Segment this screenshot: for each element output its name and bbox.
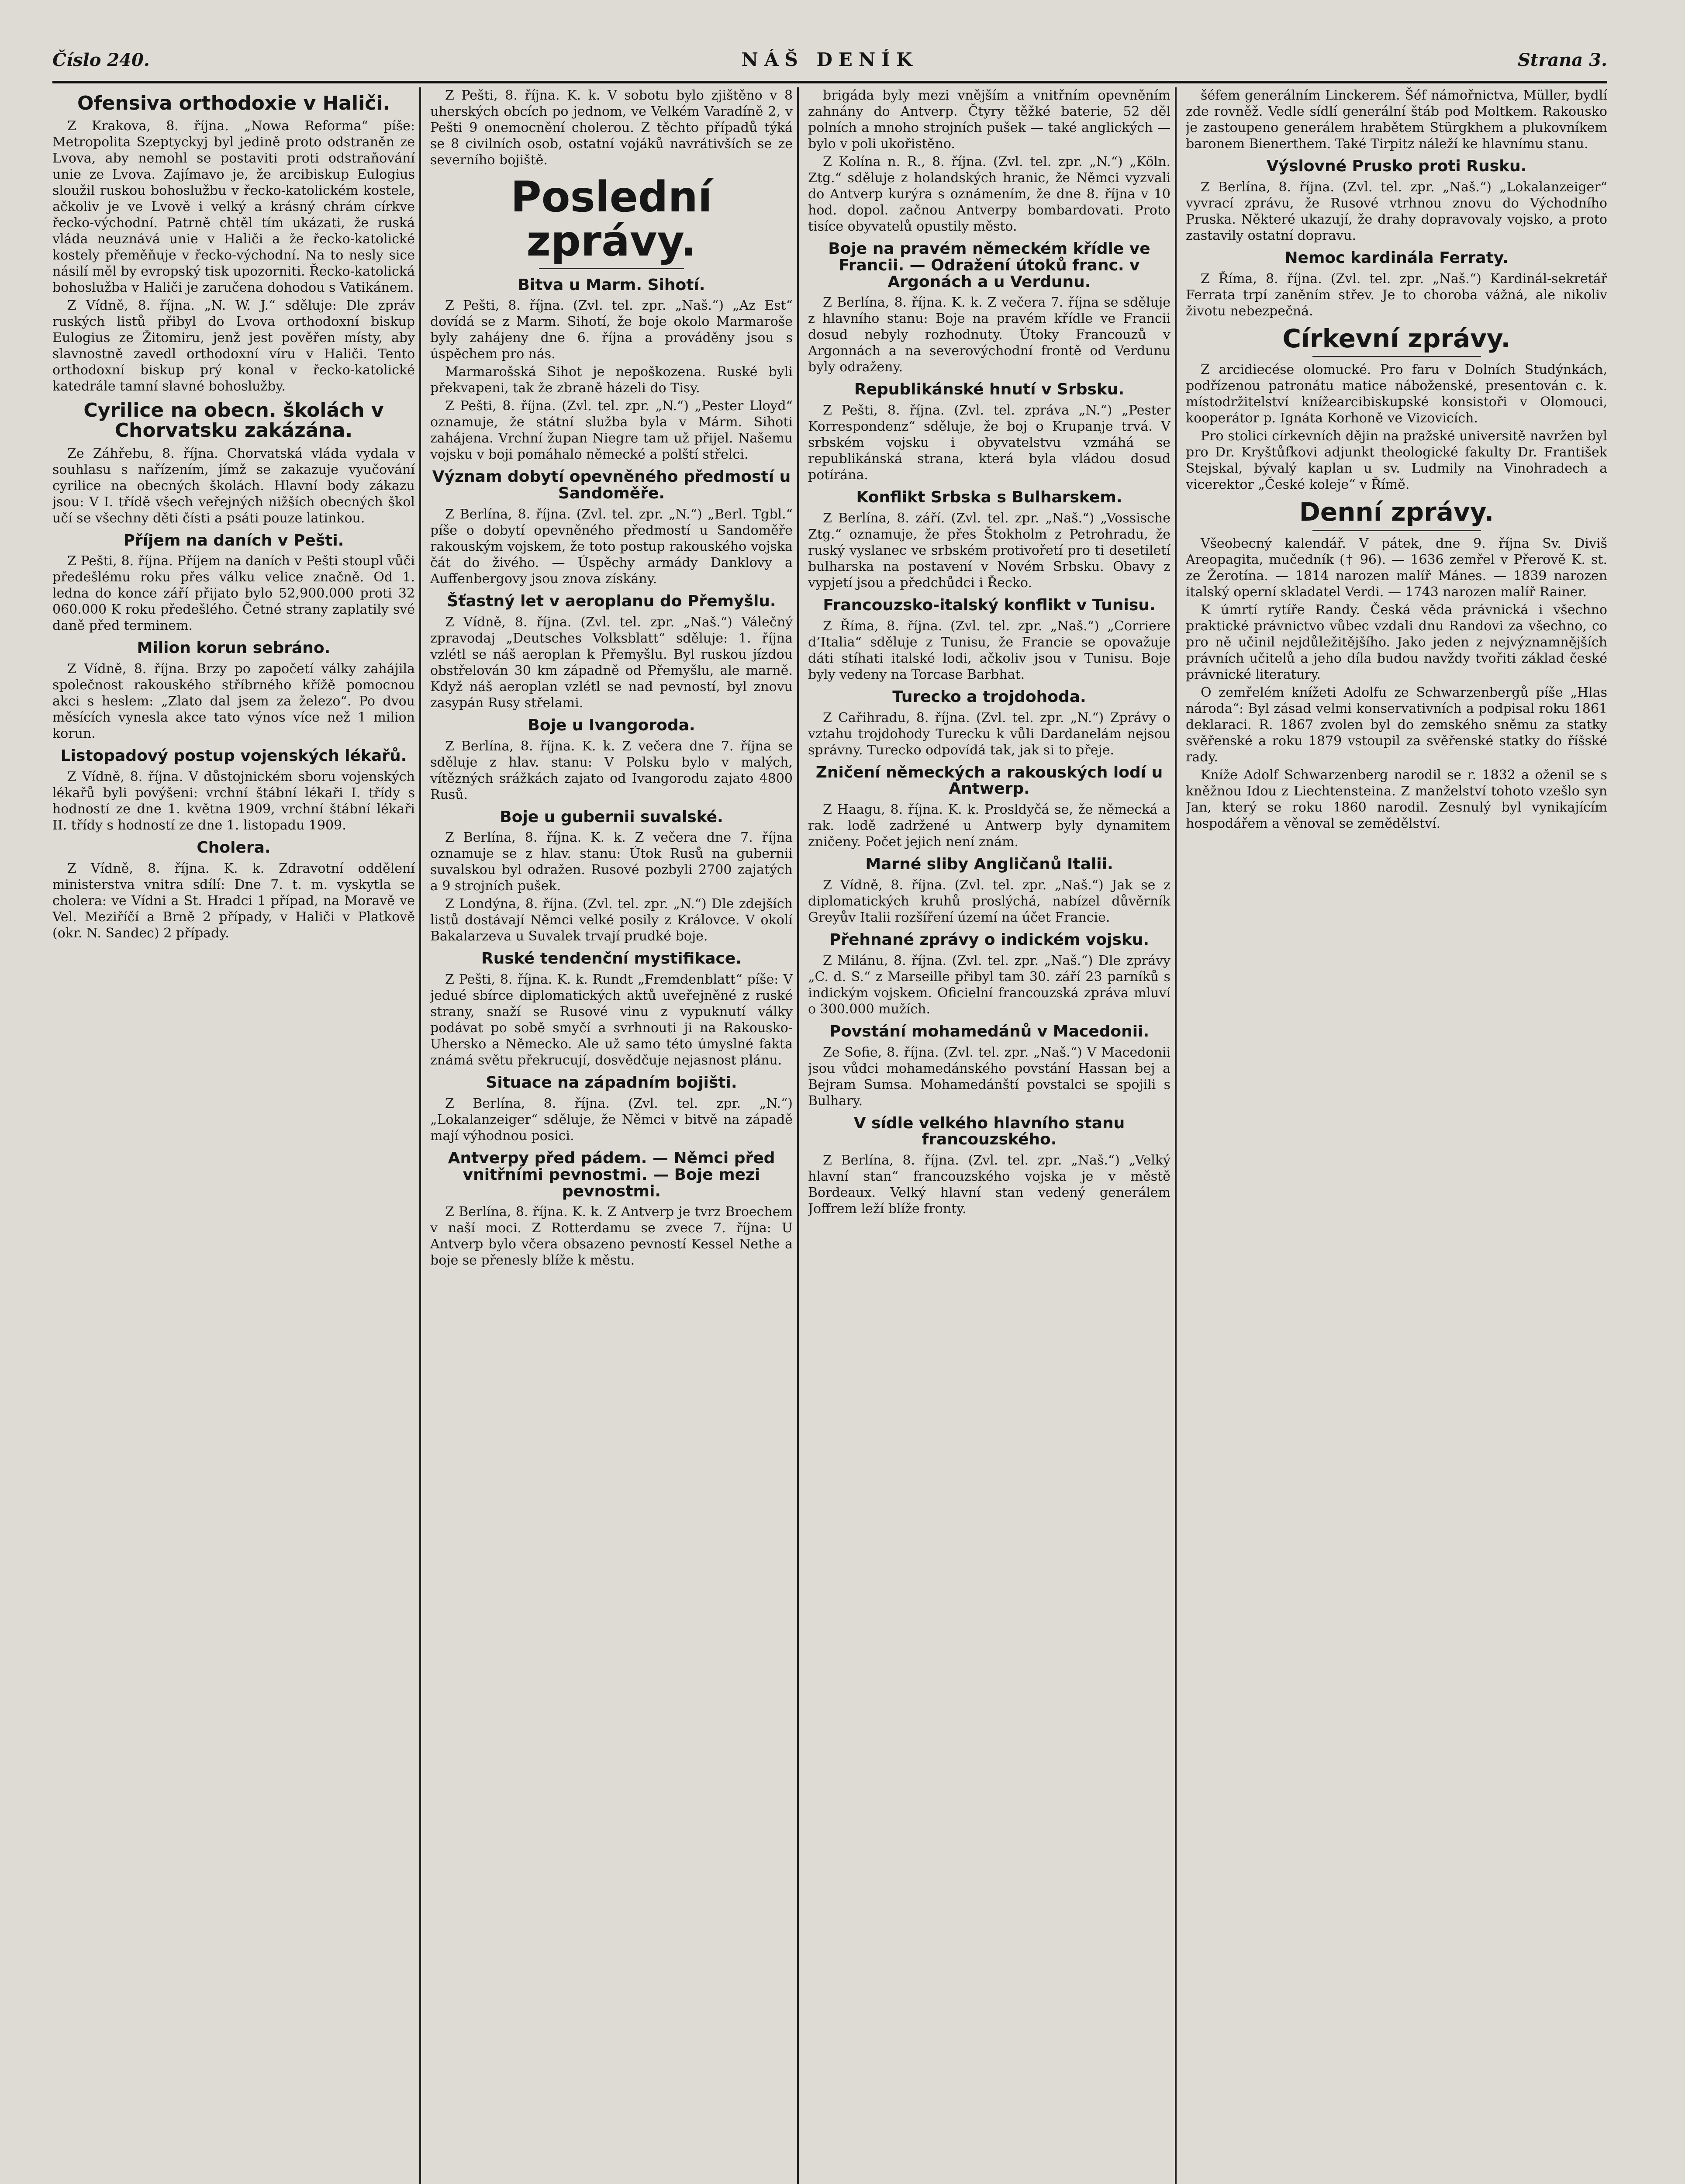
article-paragraph: Z Berlína, 8. října. K. k. Z večera dne 7. října oznamuje se z hlav. stanu: Útok Rusů na gubernii suvalskou byl odražen. Rusové pozbyli 2700 zajatých a 9 strojních pušek.: [430, 830, 793, 894]
article-paragraph: Z Říma, 8. října. (Zvl. tel. zpr. „Naš.“) „Corriere d’Italia“ sděluje z Tunisu, že Francie se opovažuje dáti stíhati italské lodi, ačkoliv jsou v Tunisu. Boje byly vedeny na Torcase Barbhat.: [808, 618, 1171, 682]
article-headline: Boje u gubernii suvalské.: [500, 808, 723, 826]
article-paragraph: Z Kolína n. R., 8. října. (Zvl. tel. zpr. „N.“) „Köln. Ztg.“ sděluje z holandských hranic, že Němci vyzvali do Antverp kurýra s oznámením, že dne 8. října v 10 hod. dopol. začnou Antverpy bombardovati. Proto tisíce obyvatelů opustily město.: [808, 154, 1171, 234]
article-paragraph: brigáda byly mezi vnějším a vnitřním opevněním zahnány do Antverp. Čtyry těžké baterie, 52 děl polních a mnoho strojních pušek — také anglických — bylo v poli ukořistěno.: [808, 88, 1171, 152]
article-paragraph: Z Krakova, 8. října. „Nowa Reforma“ píše: Metropolita Szeptyckyj byl jedině proto odstraněn ze Lvova, aby nemohl se postaviti proti odstraňování unie ze Lvova. Zajímavo je, že arcibiskup Eulogius sloužil ruskou bohoslužbu v řecko-katolickém kostele, ačkoliv je ve Lvově i velký a krásný chrám církve řecko-východní. Patrně chtěl tím ukázati, že ruská vláda neuznává unie v Haliči a že řecko-katolické kostely přeměňuje v řecko-východní. Na to nesly sice násilí měl by evropský tisk upozorniti. Řecko-katolická bohoslužba v Haliči je zaručena dohodou s Vatikánem.: [52, 118, 415, 296]
article-paragraph: Z Vídně, 8. října. K. k. Zdravotní oddělení ministerstva vnitra sdílí: Dne 7. t. m. vyskytla se cholera: ve Vídni a St. Hradci 1 případ, na Moravě ve Vel. Meziříčí a Brně 2 případy, v Haliči v Platkově (okr. N. Sandec) 2 případy.: [52, 860, 415, 941]
column-2: [430, 87, 793, 2184]
article-paragraph: Kníže Adolf Schwarzenberg narodil se r. 1832 a oženil se s kněžnou Idou z Liechtensteina. Z manželství tohoto vzešlo syn Jan, který se roku 1860 narodil. Zesnulý byl vynikajícím hospodářem a věnoval se zemědělství.: [1186, 767, 1607, 832]
article-headline: Situace na západním bojišti.: [486, 1074, 737, 1092]
article-paragraph: Z Haagu, 8. října. K. k. Prosldyčá se, že německá a rak. lodě zadržené u Antwerp byly dynamitem zničeny. Počet jejich není znám.: [808, 802, 1171, 850]
article-paragraph: Z Vídně, 8. října. Brzy po započetí války zahájila společnost rakouského stříbrného křížě pomocnou akci s heslem: „Zlato dal jsem za železo“. Po dvou měsících vynesla akce tato výnos více než 1 milion korun.: [52, 661, 415, 742]
article-paragraph: Z Vídně, 8. října. V důstojnickém sboru vojenských lékařů byli povýšeni: vrchní štábní lékaři I. třídy s hodností ze dne 1. května 1909, vrchní štábní lékaři II. třídy s hodností ze dne 1. listopadu 1909.: [52, 769, 415, 833]
article-headline: Význam dobytí opevněného předmostí u Sandoměře.: [432, 468, 791, 503]
article-headline: Cholera.: [197, 838, 271, 857]
article-headline: Republikánské hnutí v Srbsku.: [854, 380, 1125, 399]
article-paragraph: Z Pešti, 8. října. K. k. Rundt „Fremdenblatt“ píše: V jedué sbírce diplomatických aktů uveřejněné z ruské strany, snaží se Rusové vinu z vypuknutí války podávat po sobě smyčí a svrhnouti ji na Rakousko-Uhersko a Německo. Ale už samo této úmyslné fakta známá světu překrucují, dosvědčuje nejasnost plánu.: [430, 972, 793, 1068]
article-headline: V sídle velkého hlavního stanu francouzského.: [853, 1114, 1125, 1149]
newspaper-title: NÁŠ DENÍK: [741, 49, 918, 70]
article-paragraph: Z Cařihradu, 8. října. (Zvl. tel. zpr. „N.“) Zprávy o vztahu trojdohody Turecku k vůli Dardanelám nejsou správny. Turecko odpovídá tak, jak si to přeje.: [808, 710, 1171, 758]
article-paragraph: šéfem generálním Linckerem. Šéf námořnictva, Müller, bydlí zde rovněž. Vedle sídlí generální štáb pod Moltkem. Rakousko je zastoupeno generálem hrabětem Stürgkhem a plukovníkem baronem Bienerthem. Také Tirpitz náleží ke hlavnímu stanu.: [1186, 88, 1607, 152]
article-paragraph: Z Pešti, 8. října. (Zvl. tel. zpráva „N.“) „Pester Korrespondenz“ sděluje, že boj o Krupanje trvá. V srbském vojsku i obyvatelstvu vzmáhá se republikánská strana, která byla vládou dosud potírána.: [808, 403, 1171, 483]
article-headline: Šťastný let v aeroplanu do Přemyšlu.: [447, 592, 776, 610]
column-4: [1186, 87, 1607, 2184]
article-paragraph: Ze Záhřebu, 8. října. Chorvatská vláda vydala v souhlasu s nařízením, jímž se zakazuje vyučování cyrilice na obecných školách. Hlavní body zákazu jsou: V I. třídě všech veřejných nižších obecných škol učí se všechny děti čísti a psáti pouze latinkou.: [52, 446, 415, 526]
article-paragraph: Z Vídně, 8. října. (Zvl. tel. zpr. „Naš.“) Válečný zpravodaj „Deutsches Volksblatt“ sděluje: 1. října vzlétl se náš aeroplan k Přemyšlu. Byl ruskou jízdou obstřelován 30 km západně od Přemyšlu, ale marně. Když náš aeroplan vzlétl se nad pevností, byl znovu zasypán Rusy střelami.: [430, 614, 793, 711]
article-headline: Denní zprávy.: [1186, 499, 1607, 531]
article-headline: Cyrilice na obecn. školách v Chorvatsku zakázána.: [83, 399, 384, 442]
column-1: [52, 87, 415, 2184]
article-paragraph: Všeobecný kalendář. V pátek, dne 9. října Sv. Diviš Areopagita, mučedník († 96). — 1636 zemřel v Přerově K. st. ze Žerotína. — 1814 narozen malíř Mánes. — 1839 narozen italský operní skladatel Verdi. — 1743 narozen malíř Rainer.: [1186, 536, 1607, 600]
article-paragraph: Z Berlína, 8. října. (Zvl. tel. zpr. „N.“) „Berl. Tgbl.“ píše o dobytí opevněného předmostí u Sandoměře rakouským vojskem, že toto postup rakouského vojska čát do živého. — Úspěchy armády Danklovy a Auffenbergovy jsou znova získány.: [430, 506, 793, 587]
article-headline: Příjem na daních v Pešti.: [123, 531, 344, 549]
article-headline: Bitva u Marm. Sihotí.: [518, 276, 705, 294]
article-headline: Antverpy před pádem. — Němci před vnitřními pevnostmi. — Boje mezi pevnostmi.: [448, 1149, 775, 1200]
article-paragraph: Ze Sofie, 8. října. (Zvl. tel. zpr. „Naš.“) V Macedonii jsou vůdci mohamedánského povstání Hassan bej a Bejram Sumsa. Mohamedánští povstalci se spojili s Bulhary.: [808, 1044, 1171, 1109]
article-paragraph: Z Berlína, 8. října. (Zvl. tel. zpr. „Naš.“) „Velký hlavní stan“ francouzského vojska je v městě Bordeaux. Velký hlavní stan vedený generálem Joffrem leží blíže fronty.: [808, 1153, 1171, 1217]
article-paragraph: Z Berlína, 8. října. K. k. Z večera dne 7. října se sděluje z hlav. stanu: V Polsku bylo v malých, vítězných srážkách zajato od Ivangorodu zajato 4800 Rusů.: [430, 738, 793, 802]
column-divider: [1175, 87, 1177, 2184]
article-paragraph: Z Říma, 8. října. (Zvl. tel. zpr. „Naš.“) Kardinál-sekretář Ferrata trpí zaněním střev. Je to choroba vážná, ale nikoliv životu nebezpečná.: [1186, 271, 1607, 319]
article-paragraph: Z Berlína, 8. září. (Zvl. tel. zpr. „Naš.“) „Vossische Ztg.“ oznamuje, že přes Štokholm z Petrohradu, že ruský vyslanec ve srbském protivořetí pro ti desetiletí bulharska na postavení v Novém Srbsku. Obavy z vypjetí jsou a předchůdci i Řecko.: [808, 510, 1171, 591]
article-headline: Zničení německých a rakouských lodí u Antwerp.: [815, 763, 1163, 798]
header-rule: [52, 81, 1607, 83]
article-paragraph: Z Berlína, 8. října. K. k. Z Antverp je tvrz Broechem v naší moci. Z Rotterdamu se zvece 7. října: U Antverp bylo včera obsazeno pevností Kessel Nethe a boje se přenesly blíže k městu.: [430, 1204, 793, 1268]
article-paragraph: Z Londýna, 8. října. (Zvl. tel. zpr. „N.“) Dle zdejších listů dostávají Němci velké posily z Královce. V okolí Bakalarzeva u Suvalek trvají prudké boje.: [430, 896, 793, 944]
column-divider: [419, 87, 421, 2184]
article-headline: Ruské tendenční mystifikace.: [481, 950, 742, 968]
article-paragraph: O zemřelém knížeti Adolfu ze Schwarzenbergů píše „Hlas národa“: Byl zásad velmi konservativních a podpisal roku 1861 deklaraci. R. 1867 zvolen byl do zemského sněmu za statky svěřenské a roku 1879 vstoupil za svěřenské statky do říšské rady.: [1186, 685, 1607, 765]
article-paragraph: Z Pešti, 8. října. K. k. V sobotu bylo zjištěno v 8 uherských obcích po jednom, ve Velkém Varadíně 2, v Pešti 9 onemocnění cholerou. Z těchto případů týká se 8 civilních osob, ostatní vojáků navrátivších se ze severního bojiště.: [430, 88, 793, 168]
article-paragraph: Z arcidiecése olomucké. Pro faru v Dolních Studýnkách, podřízenou patronátu matice náboženské, presentován c. k. místodržitelství knížearcibiskupské konsistoři v Olomouci, kooperátor p. Ignáta Korhoně ve Vizovicích.: [1186, 362, 1607, 426]
article-paragraph: Z Berlína, 8. října. (Zvl. tel. zpr. „N.“) „Lokalanzeiger“ sděluje, že Němci v bitvě na západě mají výhodnou posici.: [430, 1095, 793, 1144]
article-headline: Nemoc kardinála Ferraty.: [1284, 249, 1509, 267]
article-paragraph: Z Pešti, 8. října. (Zvl. tel. zpr. „Naš.“) „Az Est“ dovídá se z Marm. Sihotí, že boje okolo Marmaroše byly zahájeny dne 6. října a prováděny jsou s úspěchem pro nás.: [430, 298, 793, 362]
page-number: Strana 3.: [1517, 50, 1607, 70]
article-paragraph: Z Pešti, 8. října. Příjem na daních v Pešti stoupl vůči předešlému roku přes válku velice značně. Od 1. ledna do konce září přijato bylo 52,900.000 proti 32 060.000 K roku předešlého. Četné strany zaplatily své daně před terminem.: [52, 553, 415, 634]
article-headline: Listopadový postup vojenských lékařů.: [60, 747, 407, 765]
article-headline: Konflikt Srbska s Bulharskem.: [856, 488, 1122, 507]
article-paragraph: Z Milánu, 8. října. (Zvl. tel. zpr. „Naš.“) Dle zprávy „C. d. S.“ z Marseille přibyl tam 30. září 23 parníků s indickým vojskem. Oficielní francouzská zpráva mluví o 300.000 mužích.: [808, 953, 1171, 1017]
article-paragraph: K úmrtí rytíře Randy. Česká věda právnická i všechno praktické právnictvo vůbec vzdali dnu Randovi za všechno, co pro ně učinil nejdůležitějšího. Jako jeden z nejvýznamnějších právních učitelů a jeho díla budou navždy tvořiti základ české právnické literatury.: [1186, 602, 1607, 683]
article-headline: Ofensiva orthodoxie v Haliči.: [77, 92, 390, 114]
article-headline: Církevní zprávy.: [1186, 325, 1607, 358]
article-headline: Marné sliby Angličanů Italii.: [865, 855, 1113, 874]
article-paragraph: Marmarošská Sihot je nepoškozena. Ruské byli překvapeni, tak že zbraně házeli do Tisy.: [430, 364, 793, 396]
issue-number: Číslo 240.: [52, 50, 150, 70]
article-paragraph: Z Pešti, 8. října. (Zvl. tel. zpr. „N.“) „Pester Lloyd“ oznamuje, že státní služba byla v Márm. Sihoti zahájena. Vrchní župan Niegre tam už přijel. Našemu vojsku v boji pomáhalo německé a polští střelci.: [430, 398, 793, 463]
article-paragraph: Z Berlína, 8. října. K. k. Z večera 7. října se sděluje z hlavního stanu: Boje na pravém křídle ve Francii dosud nebyly rozhodnuty. Útoky Francouzů v Argonnách a na severovýchodní frontě od Verdunu byly odraženy.: [808, 295, 1171, 375]
article-headline: Povstání mohamedánů v Macedonii.: [829, 1022, 1150, 1040]
article-headline: Francouzsko-italský konflikt v Tunisu.: [823, 596, 1156, 614]
article-headline: Přehnané zprávy o indickém vojsku.: [829, 930, 1150, 949]
column-3: [808, 87, 1171, 2184]
article-paragraph: Pro stolici církevních dějin na pražské universitě navržen byl pro Dr. Kryštůfkovi adjunkt theologické fakulty Dr. František Stejskal, bývalý kaplan u sv. Ludmily na Vinohradech a vicerektor „České koleje“ v Římě.: [1186, 429, 1607, 493]
article-headline: Milion korun sebráno.: [137, 639, 331, 657]
article-paragraph: Z Vídně, 8. října. „N. W. J.“ sděluje: Dle zpráv ruských listů přibyl do Lvova orthodoxní biskup Eulogius ze Žitomiru, jenž jest pověřen místy, aby slavnostně zavedl orthodoxní víru v Haliči. Tento orthodoxní biskup prý konal v řecko-katolické katedrále tamní slavné bohoslužby.: [52, 298, 415, 394]
masthead: [52, 47, 1607, 78]
article-headline: Turecko a trojdohoda.: [892, 688, 1086, 706]
column-divider: [797, 87, 799, 2184]
article-headline: Výslovné Prusko proti Rusku.: [1266, 157, 1527, 175]
article-paragraph: Z Vídně, 8. října. (Zvl. tel. zpr. „Naš.“) Jak se z diplomatických kruhů proslýchá, nabízel důvěrník Greyův Italii rozšíření území na účet Francie.: [808, 877, 1171, 925]
article-paragraph: Z Berlína, 8. října. (Zvl. tel. zpr. „Naš.“) „Lokalanzeiger“ vyvrací zprávu, že Rusové vtrhnou znovu do Východního Pruska. Některé ukazují, že drahy dopravovaly vojsko, a proto zastavily ostatní dopravu.: [1186, 179, 1607, 243]
article-headline: Boje na pravém německém křídle ve Francii. — Odražení útoků franc. v Argonách a u Verdunu.: [828, 240, 1150, 291]
article-headline: Poslední zprávy.: [430, 175, 793, 269]
article-headline: Boje u Ivangoroda.: [528, 716, 695, 734]
